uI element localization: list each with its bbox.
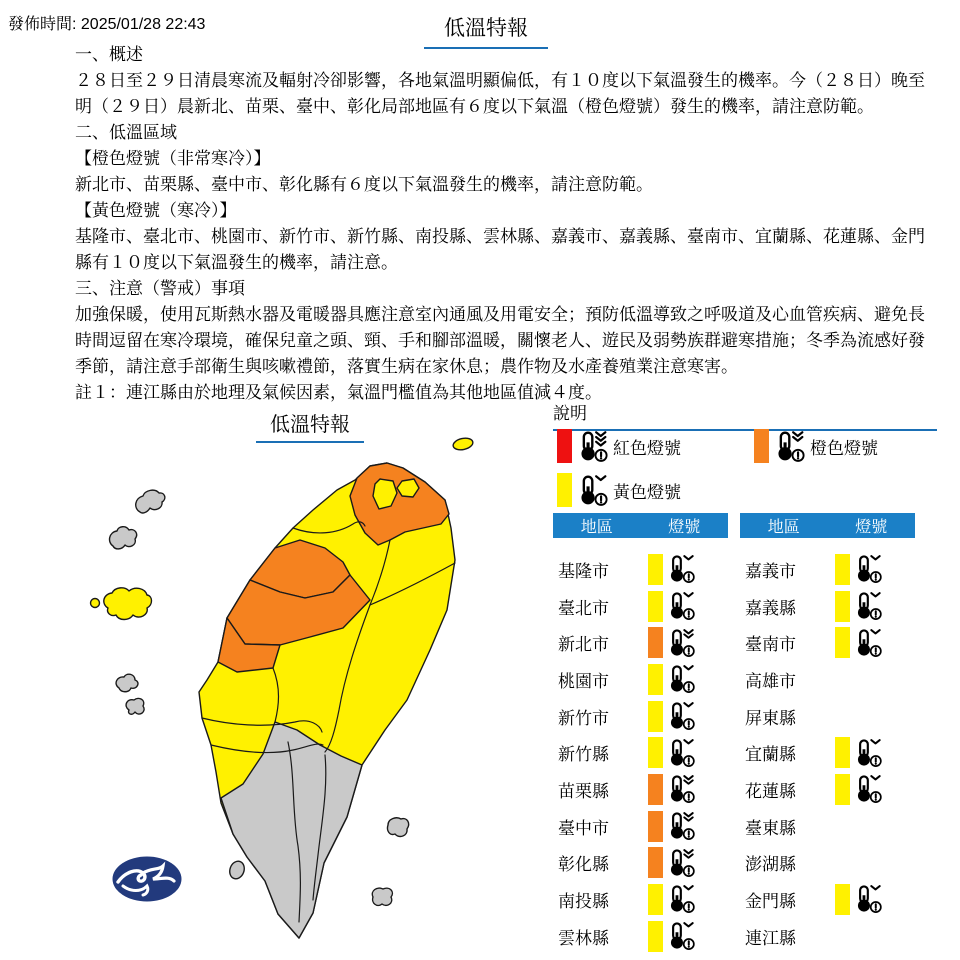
region-label: 屏東縣	[745, 708, 796, 728]
region-label: 雲林縣	[558, 928, 609, 948]
region-label: 澎湖縣	[745, 855, 796, 875]
region-label: 臺中市	[558, 818, 609, 838]
thermometer-icon	[666, 774, 696, 804]
legend-item-label: 橙色燈號	[810, 438, 878, 458]
table-row	[740, 808, 915, 845]
table-rows	[553, 551, 728, 954]
region-table-right	[740, 513, 915, 954]
table-row	[740, 698, 915, 735]
signal-color-chip	[835, 554, 850, 585]
page-title: 低溫特報	[424, 12, 548, 49]
signal-color-chip	[835, 591, 850, 622]
table-row	[553, 551, 728, 588]
thermometer-yellow-icon	[853, 591, 883, 621]
thermometer-yellow-icon	[853, 554, 883, 584]
cwa-logo	[113, 857, 182, 902]
section-paragraph: ２８日至２９日清晨寒流及輻射冷卻影響，各地氣溫明顯偏低，有１０度以下氣溫發生的機率。今（２８日）晚至明（２９日）晨新北、苗栗、臺中、彰化局部地區有６度以下氣溫（橙色燈號）發生的機率，請注意防範。	[75, 71, 925, 116]
table-row	[553, 661, 728, 698]
thermometer-orange-icon	[666, 774, 696, 804]
section-heading: 一、概述	[75, 45, 143, 64]
signal-color-chip	[648, 701, 663, 732]
signal-color-chip	[648, 554, 663, 585]
region-label: 新北市	[558, 635, 609, 655]
thermometer-yellow-icon	[666, 664, 696, 694]
thermometer-yellow-icon	[853, 884, 883, 914]
signal-color-chip	[648, 737, 663, 768]
table-row	[553, 918, 728, 955]
thermometer-icon	[773, 430, 806, 463]
signal-color-chip	[835, 627, 850, 658]
table-row	[553, 881, 728, 918]
thermometer-icon	[666, 884, 696, 914]
region-label: 連江縣	[745, 928, 796, 948]
table-header-signal: 燈號	[855, 519, 888, 536]
table-row	[740, 844, 915, 881]
region-label: 宜蘭縣	[745, 745, 796, 765]
taiwan-advisory-map	[85, 400, 545, 960]
island-liuqiu	[227, 859, 246, 881]
table-header	[740, 513, 915, 538]
island-penghu-south	[126, 698, 144, 714]
section-paragraph: 新北市、苗栗縣、臺中市、彰化縣有６度以下氣溫發生的機率，請注意防範。	[75, 175, 653, 194]
table-row	[553, 698, 728, 735]
region-label: 嘉義縣	[745, 598, 796, 618]
advisory-text-body	[75, 42, 941, 406]
thermometer-icon	[666, 811, 696, 841]
thermometer-icon	[853, 774, 883, 804]
signal-color-chip	[835, 737, 850, 768]
legend-item-orange	[754, 428, 878, 464]
section-paragraph: 【黃色燈號（寒冷）】	[75, 201, 237, 220]
region-label: 金門縣	[745, 891, 796, 911]
signal-color-chip	[648, 921, 663, 952]
region-label: 苗栗縣	[558, 781, 609, 801]
thermometer-icon	[853, 591, 883, 621]
thermometer-orange-icon	[666, 628, 696, 658]
section-paragraph: 【橙色燈號（非常寒冷）】	[75, 149, 271, 168]
publish-time: 發佈時間: 2025/01/28 22:43	[8, 16, 206, 33]
thermometer-orange-icon	[666, 848, 696, 878]
table-row	[553, 734, 728, 771]
map-title: 低溫特報	[256, 408, 364, 443]
legend-item-red	[557, 428, 681, 464]
thermometer-yellow-icon	[666, 701, 696, 731]
section-paragraph: 註１：連江縣由於地理及氣候因素，氣溫門檻值為其他地區值減４度。	[75, 383, 602, 402]
region-label: 花蓮縣	[745, 781, 796, 801]
table-row	[740, 734, 915, 771]
signal-color-chip	[648, 847, 663, 878]
thermometer-icon	[853, 628, 883, 658]
thermometer-yellow-icon	[853, 628, 883, 658]
table-row	[740, 881, 915, 918]
table-row	[740, 551, 915, 588]
island-kinmen-islet	[91, 599, 100, 608]
region-label: 臺東縣	[745, 818, 796, 838]
thermometer-icon	[576, 474, 609, 507]
thermometer-yellow-icon	[666, 921, 696, 951]
thermometer-yellow-icon	[666, 738, 696, 768]
table-rows	[740, 551, 915, 954]
legend-item-label: 黃色燈號	[613, 482, 681, 502]
thermometer-icon	[576, 430, 609, 463]
signal-color-chip	[648, 884, 663, 915]
table-header-region: 地區	[580, 519, 613, 536]
island-penghu-north	[116, 674, 138, 692]
signal-color-chip	[648, 627, 663, 658]
region-label: 高雄市	[745, 671, 796, 691]
region-label: 彰化縣	[558, 855, 609, 875]
table-row	[740, 624, 915, 661]
thermometer-icon	[853, 554, 883, 584]
table-row	[553, 771, 728, 808]
table-header-signal: 燈號	[668, 519, 701, 536]
thermometer-icon	[666, 591, 696, 621]
thermometer-yellow-icon	[576, 474, 609, 507]
legend-item-label: 紅色燈號	[613, 438, 681, 458]
signal-color-chip	[557, 473, 572, 507]
section-paragraph: 基隆市、臺北市、桃園市、新竹市、新竹縣、南投縣、雲林縣、嘉義市、嘉義縣、臺南市、宜蘭縣、花蓮縣、金門縣有１０度以下氣溫發生的機率，請注意。	[75, 227, 925, 272]
thermometer-orange-icon	[773, 430, 806, 463]
region-label: 臺北市	[558, 598, 609, 618]
island-matsu-north	[136, 490, 165, 513]
table-row	[553, 624, 728, 661]
signal-color-chip	[754, 429, 769, 463]
region-label: 桃園市	[558, 671, 609, 691]
legend-title: 說明	[553, 399, 937, 431]
thermometer-yellow-icon	[666, 554, 696, 584]
thermometer-yellow-icon	[853, 738, 883, 768]
thermometer-icon	[666, 921, 696, 951]
signal-color-chip	[648, 811, 663, 842]
thermometer-icon	[666, 701, 696, 731]
legend-item-yellow	[557, 472, 681, 508]
signal-color-chip	[648, 664, 663, 695]
table-row	[553, 844, 728, 881]
section-heading: 二、低溫區域	[75, 123, 177, 142]
thermometer-icon	[666, 848, 696, 878]
table-row	[740, 588, 915, 625]
thermometer-icon	[666, 554, 696, 584]
table-header	[553, 513, 728, 538]
signal-color-chip	[557, 429, 572, 463]
section-paragraph: 加強保暖，使用瓦斯熱水器及電暖器具應注意室內通風及用電安全；預防低溫導致之呼吸道及心血管疾病、避免長時間逗留在寒冷環境，確保兒童之頭、頸、手和腳部溫暖，關懷老人、遊民及弱勢族群避寒措施；冬季為流感好發季節，請注意手部衛生與咳嗽禮節，落實生病在家休息；農作物及水產養殖業注意寒害。	[75, 305, 925, 376]
island-matsu-south	[110, 527, 137, 549]
thermometer-red-icon	[576, 430, 609, 463]
thermometer-icon	[666, 628, 696, 658]
thermometer-orange-icon	[666, 811, 696, 841]
region-label: 臺南市	[745, 635, 796, 655]
table-row	[740, 771, 915, 808]
region-label: 基隆市	[558, 561, 609, 581]
thermometer-yellow-icon	[666, 884, 696, 914]
region-label: 嘉義市	[745, 561, 796, 581]
island-green-island	[387, 818, 408, 837]
region-label: 新竹市	[558, 708, 609, 728]
signal-color-chip	[835, 884, 850, 915]
section-heading: 三、注意（警戒）事項	[75, 279, 245, 298]
table-row	[553, 588, 728, 625]
signal-color-chip	[648, 591, 663, 622]
table-row	[740, 918, 915, 955]
region-label: 南投縣	[558, 891, 609, 911]
table-row	[553, 808, 728, 845]
table-header-region: 地區	[767, 519, 800, 536]
thermometer-yellow-icon	[666, 591, 696, 621]
island-guishan	[452, 437, 474, 452]
thermometer-icon	[853, 738, 883, 768]
signal-color-chip	[648, 774, 663, 805]
thermometer-yellow-icon	[853, 774, 883, 804]
thermometer-icon	[666, 738, 696, 768]
region-table-left	[553, 513, 728, 954]
thermometer-icon	[666, 664, 696, 694]
island-lanyu	[372, 888, 392, 905]
island-kinmen	[104, 588, 152, 620]
thermometer-icon	[853, 884, 883, 914]
signal-color-chip	[835, 774, 850, 805]
table-row	[740, 661, 915, 698]
region-label: 新竹縣	[558, 745, 609, 765]
